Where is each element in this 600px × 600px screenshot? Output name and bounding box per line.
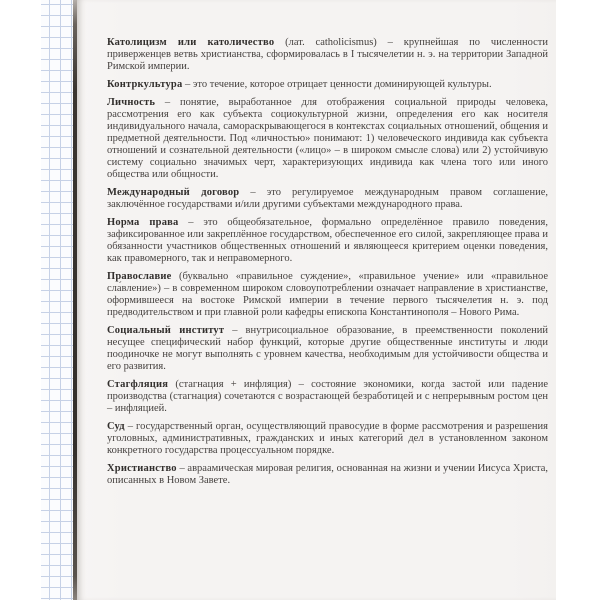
- glossary-term: Католицизм или католичество: [107, 37, 275, 48]
- glossary-definition: – это регулируемое международным правом соглашение, заключённое государствами и/или другими субъектами международного права.: [107, 187, 548, 210]
- glossary-term: Норма права: [107, 217, 179, 228]
- glossary-entry: [107, 217, 548, 265]
- glossary-term: Международный договор: [107, 187, 240, 198]
- glossary-entry: [107, 37, 548, 73]
- book-page: [77, 0, 556, 600]
- glossary-definition: – государственный орган, осуществляющий правосудие в форме рассмотрения и разрешения уголовных, административных, гражданских и иных категорий дел в установленном законом конкретного государства процессуальном порядке.: [107, 421, 548, 456]
- glossary-entry: [107, 463, 548, 487]
- glossary-term: Личность: [107, 97, 156, 108]
- glossary-entry: [107, 379, 548, 415]
- glossary-definition: – это общеобязательное, формально определённое правило поведения, зафиксированное или закреплённое государством, обеспеченное его силой, закрепляющее права и обязанности участников общественных отношений и являющееся критерием оценки поведения, как правомерного, так и неправомерного.: [107, 217, 548, 264]
- notebook-grid-paper: [41, 0, 74, 600]
- glossary-definition: (лат. catholicismus) – крупнейшая по численности приверженцев ветвь христианства, сформировалась в I тысячелетии н. э. на территории Западной Римской империи.: [107, 37, 548, 72]
- glossary-definition: – авраамическая мировая религия, основанная на жизни и учении Иисуса Христа, описанных в Новом Завете.: [107, 463, 548, 486]
- glossary-term: Стагфляция: [107, 379, 169, 390]
- glossary-term: Суд: [107, 421, 125, 432]
- glossary-entry: [107, 421, 548, 457]
- glossary-definition: – понятие, выработанное для отображения социальной природы человека, рассмотрения его как субъекта социокультурной жизни, определения его как носителя индивидуального начала, самораскрывающегося в контекстах социальных отношений, общения и предметной деятельности. Под «личностью» понимают: 1) человеческого индивида как субъекта отношений и сознательной деятельности («лицо» – в широком смысле слова) или 2) устойчивую систему социально значимых черт, характеризующих индивида как члена того или иного общества или общности.: [107, 97, 548, 180]
- glossary-term: Православие: [107, 271, 172, 282]
- glossary-definition: (стагнация + инфляция) – состояние экономики, когда застой или падение производства (стагнация) сочетаются с возрастающей безработицей и с непрерывным ростом цен – инфляцией.: [107, 379, 548, 414]
- glossary-text-block: [107, 37, 548, 493]
- glossary-definition: – это течение, которое отрицает ценности доминирующей культуры.: [182, 79, 492, 90]
- glossary-term: Социальный институт: [107, 325, 225, 336]
- glossary-entry: [107, 325, 548, 373]
- glossary-term: Христианство: [107, 463, 177, 474]
- glossary-definition: – внутрисоциальное образование, в преемственности поколений несущее специфический набор функций, которые другие общественные институты и люди поодиночке не могут выполнять с уровнем качества, необходимым для устойчивости общества и его развития.: [107, 325, 548, 372]
- glossary-term: Контркультура: [107, 79, 183, 90]
- glossary-entry: [107, 271, 548, 319]
- glossary-entry: [107, 97, 548, 181]
- glossary-entry: [107, 187, 548, 211]
- glossary-definition: (буквально «правильное суждение», «правильное учение» или «правильное сла́вление») – в современном широком словоупотреблении означает направление в христианстве, оформившееся на востоке Римской империи в течение первого тысячелетия н. э. под предводительством и при главной роли кафедры епископа Константинополя – Нового Рима.: [107, 271, 548, 318]
- glossary-entry: [107, 79, 548, 91]
